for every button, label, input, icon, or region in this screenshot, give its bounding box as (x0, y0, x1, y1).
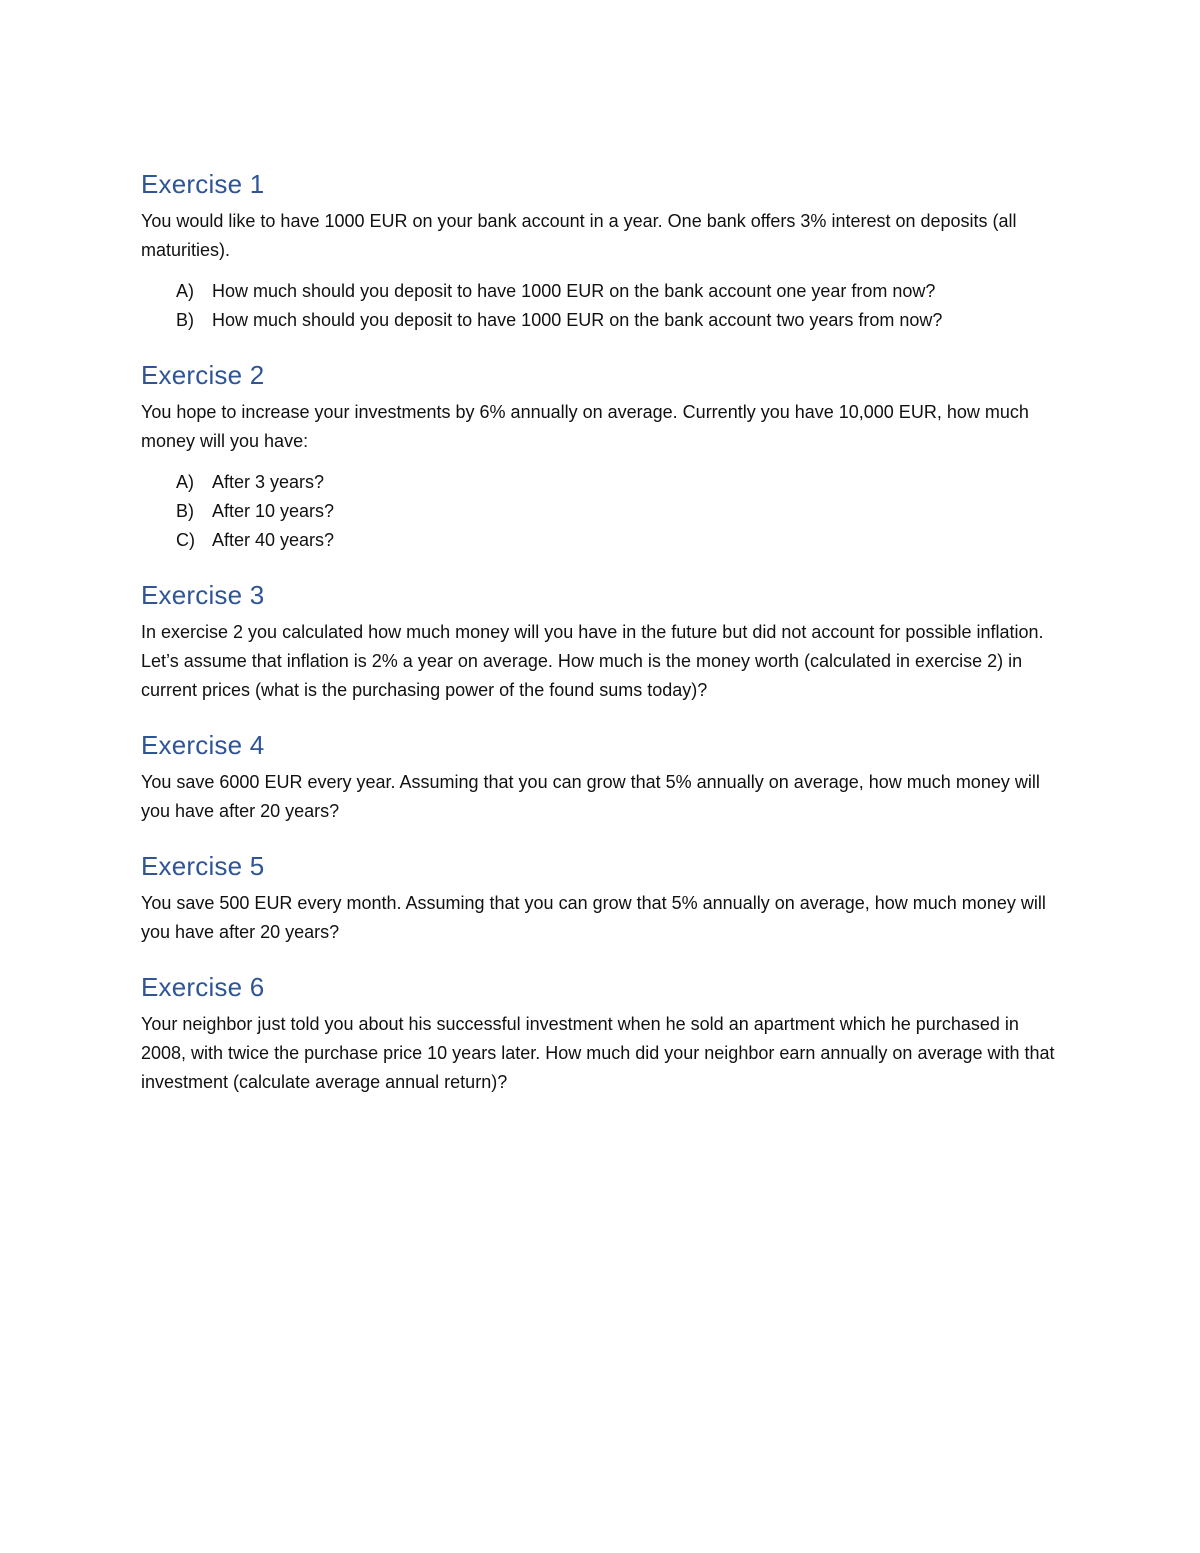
exercise-6 (141, 969, 1061, 1097)
exercise-1 (141, 166, 1061, 335)
exercise-5-title: Exercise 5 (141, 851, 265, 881)
exercise-3-text: In exercise 2 you calculated how much money will you have in the future but did not account for possible inflation. Let’s assume that inflation is 2% a year on average. How much is the money worth (calculated in exercise 2) in current prices (what is the purchasing power of the found sums today)? (141, 622, 1044, 700)
exercise-4-text: You save 6000 EUR every year. Assuming that you can grow that 5% annually on average, how much money will you have after 20 years? (141, 772, 1040, 821)
list-item-text: After 40 years? (212, 530, 335, 550)
list-item (141, 497, 1061, 526)
exercise-4 (141, 727, 1061, 826)
exercise-1-text: You would like to have 1000 EUR on your bank account in a year. One bank offers 3% interest on deposits (all maturities). (141, 211, 1017, 260)
list-item (141, 277, 1061, 306)
exercise-4-title: Exercise 4 (141, 730, 265, 760)
list-item (141, 468, 1061, 497)
exercise-6-title: Exercise 6 (141, 972, 265, 1002)
exercise-2-questions (141, 468, 1061, 555)
exercise-5 (141, 848, 1061, 947)
exercise-6-text: Your neighbor just told you about his successful investment when he sold an apartment which he purchased in 2008, with twice the purchase price 10 years later. How much did your neighbor earn annually on average with that investment (calculate average annual return)? (141, 1014, 1055, 1092)
list-marker: C) (176, 530, 195, 550)
list-marker: A) (176, 281, 194, 301)
list-item-text: How much should you deposit to have 1000 EUR on the bank account two years from now? (212, 310, 943, 330)
list-item-text: After 10 years? (212, 501, 335, 521)
exercise-5-text: You save 500 EUR every month. Assuming that you can grow that 5% annually on average, how much money will you have after 20 years? (141, 893, 1046, 942)
exercise-2-title: Exercise 2 (141, 360, 265, 390)
list-marker: A) (176, 472, 194, 492)
list-item-text: After 3 years? (212, 472, 325, 492)
list-marker: B) (176, 501, 194, 521)
exercise-2 (141, 357, 1061, 555)
list-item-text: How much should you deposit to have 1000 EUR on the bank account one year from now? (212, 281, 936, 301)
exercise-1-title: Exercise 1 (141, 169, 265, 199)
exercise-3-title: Exercise 3 (141, 580, 265, 610)
list-item (141, 306, 1061, 335)
exercise-3 (141, 577, 1061, 705)
document-page (141, 166, 1061, 1097)
exercise-2-text: You hope to increase your investments by 6% annually on average. Currently you have 10,000 EUR, how much money will you have: (141, 402, 1029, 451)
list-item (141, 526, 1061, 555)
exercise-1-questions (141, 277, 1061, 335)
list-marker: B) (176, 310, 194, 330)
